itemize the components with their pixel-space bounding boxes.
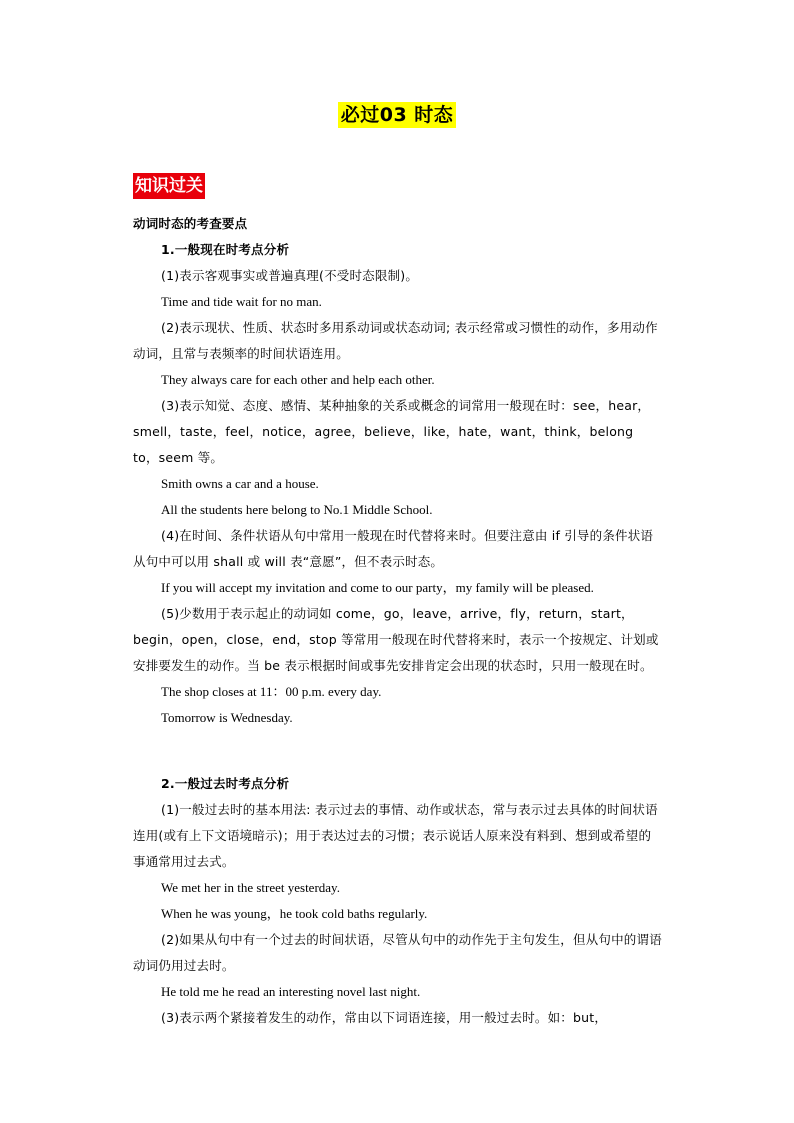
- part1-rule-1: (1)表示客观事实或普遍真理(不受时态限制)。: [161, 268, 419, 283]
- part2-example-2: He told me he read an interesting novel last night.: [161, 984, 421, 999]
- part1-rule-5: (5)少数用于表示起止的动词如 come，go，leave，arrive，fly，return，start，begin，open，close，end，stop 等常用一般现在时代替将来时，表示一个按规定、计划或安排要发生的动作。当 be 表示根据时间或事先安排肯定会出现的状态时，只用一般现在时。: [133, 606, 659, 673]
- part1-example-5a: The shop closes at 11：00 p.m. every day.: [161, 684, 382, 699]
- part1-example-4: If you will accept my invitation and come to our party，my family will be pleased.: [161, 580, 594, 595]
- part1-example-3b: All the students here belong to No.1 Middle School.: [161, 502, 433, 517]
- section-tag: 知识过关: [133, 173, 205, 199]
- document-body: [133, 211, 663, 1031]
- part2-rule-3: (3)表示两个紧接着发生的动作，常由以下词语连接，用一般过去时。如：but，: [161, 1010, 608, 1025]
- main-heading: 动词时态的考查要点: [133, 216, 248, 231]
- part1-heading: 1.一般现在时考点分析: [161, 242, 290, 257]
- part1-example-5b: Tomorrow is Wednesday.: [161, 710, 293, 725]
- part1-example-2: They always care for each other and help each other.: [161, 372, 435, 387]
- part1-example-1: Time and tide wait for no man.: [161, 294, 322, 309]
- section-spacer: [133, 731, 663, 771]
- part1-rule-2: (2)表示现状、性质、状态时多用系动词或状态动词; 表示经常或习惯性的动作，多用动作动词，且常与表频率的时间状语连用。: [133, 320, 658, 361]
- part2-rule-2: (2)如果从句中有一个过去的时间状语，尽管从句中的动作先于主句发生，但从句中的谓语动词仍用过去时。: [133, 932, 662, 973]
- part2-example-1a: We met her in the street yesterday.: [161, 880, 340, 895]
- part1-example-3a: Smith owns a car and a house.: [161, 476, 319, 491]
- part1-rule-4: (4)在时间、条件状语从句中常用一般现在时代替将来时。但要注意由 if 引导的条件状语从句中可以用 shall 或 will 表“意愿”，但不表示时态。: [133, 528, 654, 569]
- document-title: 必过03 时态: [0, 100, 794, 127]
- part2-heading: 2.一般过去时考点分析: [161, 776, 290, 791]
- part2-example-1b: When he was young，he took cold baths regularly.: [161, 906, 428, 921]
- part2-rule-1: (1)一般过去时的基本用法: 表示过去的事情、动作或状态，常与表示过去具体的时间状语连用(或有上下文语境暗示)；用于表达过去的习惯；表示说话人原来没有料到、想到或希望的事通常用过去式。: [133, 802, 658, 869]
- part1-rule-3: (3)表示知觉、态度、感情、某种抽象的关系或概念的词常用一般现在时：see，hear，smell，taste，feel，notice，agree，believe，like，hate，want，think，belong to，seem 等。: [133, 398, 651, 465]
